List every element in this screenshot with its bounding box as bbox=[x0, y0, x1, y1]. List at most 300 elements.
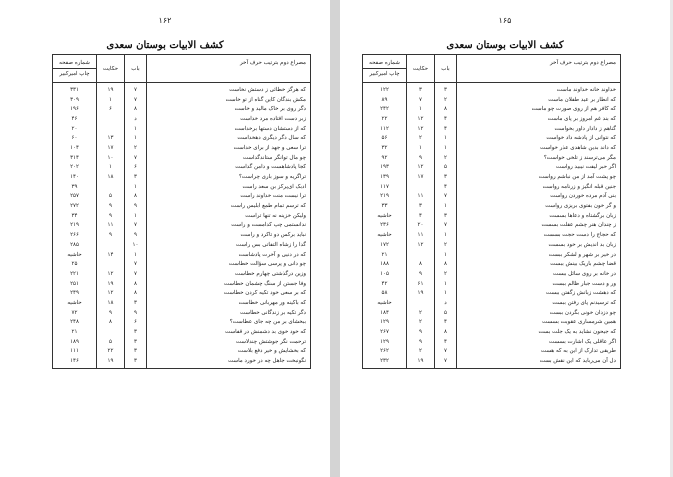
table-row bbox=[53, 201, 311, 211]
chapter-cell: ۱ bbox=[435, 133, 457, 143]
chapter-cell: ۲ bbox=[435, 153, 457, 163]
anecdote-cell: ۱۲ bbox=[97, 269, 125, 279]
anecdote-cell: ۹ bbox=[407, 337, 435, 347]
table-row bbox=[363, 259, 621, 269]
chapter-cell: ۱ bbox=[125, 250, 147, 260]
table-row bbox=[363, 308, 621, 318]
page-cell: ۱۴۶ bbox=[70, 358, 79, 365]
table-row bbox=[363, 163, 621, 173]
hemistich-cell: زبر دست افتاده مرد خداست bbox=[147, 114, 311, 124]
anecdote-cell: ۸ bbox=[407, 259, 435, 269]
table-row bbox=[363, 337, 621, 347]
chapter-cell: ۸ bbox=[435, 259, 457, 269]
table-header bbox=[363, 55, 621, 83]
col-hemistich: مصراع دوم بترتیب حرف آخر bbox=[147, 55, 311, 83]
anecdote-cell: ۹ bbox=[97, 308, 125, 318]
chapter-cell: ۳ bbox=[435, 211, 457, 221]
anecdote-cell: ۹ bbox=[97, 201, 125, 211]
chapter-cell: ۵ bbox=[435, 163, 457, 173]
table-body bbox=[53, 83, 311, 369]
anecdote-cell: ۱۲ bbox=[407, 240, 435, 250]
page-cell: ۲۲ bbox=[381, 115, 388, 122]
hemistich-cell: ور و دست جبار ظالم ببست bbox=[457, 279, 621, 289]
hemistich-cell: چو پشت آمد از من نباشم رواست bbox=[457, 172, 621, 182]
hemistich-cell: مکش بندگان کاین گناه از تو خاست bbox=[147, 95, 311, 105]
page-cell: حاشیه bbox=[377, 299, 392, 306]
page-cell: ۳۱۴ bbox=[70, 154, 79, 161]
hemistich-cell: ترا سعی و جهد از برای خداست bbox=[147, 143, 311, 153]
table-row bbox=[53, 133, 311, 143]
page-cell: ۱۹۶ bbox=[70, 106, 79, 113]
page-cell: ۱۱۷ bbox=[380, 183, 389, 190]
hemistich-cell: زبان برگشتاه و دعاها بسست bbox=[457, 211, 621, 221]
chapter-cell: ۱۰ bbox=[125, 240, 147, 250]
page-cell: حاشیه bbox=[377, 232, 392, 239]
chapter-cell: ۷ bbox=[125, 95, 147, 105]
chapter-cell: ۷ bbox=[435, 221, 457, 231]
table-body bbox=[363, 83, 621, 369]
table-row bbox=[363, 269, 621, 279]
hemistich-cell: که بخشایش و خیر دفع بلاست bbox=[147, 347, 311, 357]
anecdote-cell: ۲ bbox=[407, 133, 435, 143]
anecdote-cell bbox=[97, 182, 125, 192]
anecdote-cell bbox=[407, 250, 435, 260]
anecdote-cell: ۹ bbox=[97, 211, 125, 221]
chapter-cell: ۳ bbox=[125, 298, 147, 308]
hemistich-cell: دگر روی بر خاک مالید و خاست bbox=[147, 104, 311, 114]
hemistich-cell: تراگریه و سوز باری چراست؟ bbox=[147, 172, 311, 182]
hemistich-cell: چو دزدان خونی بگردن ببست bbox=[457, 308, 621, 318]
table-row bbox=[363, 124, 621, 134]
table-row bbox=[363, 250, 621, 260]
chapter-cell: ۹ bbox=[125, 308, 147, 318]
anecdote-cell bbox=[97, 259, 125, 269]
verse-index-table bbox=[52, 54, 311, 369]
table-row bbox=[363, 279, 621, 289]
hemistich-cell: و گر خون بفتوی بریزی رواست bbox=[457, 201, 621, 211]
page-cell: ۴۶ bbox=[71, 115, 78, 122]
table-row bbox=[53, 250, 311, 260]
col-anecdote: حکایت bbox=[407, 55, 435, 83]
hemistich-cell: چو مال توانگر ستاندگداست bbox=[147, 153, 311, 163]
page-cell: ۲۴۹ bbox=[70, 290, 79, 297]
anecdote-cell: ۹ bbox=[407, 327, 435, 337]
page-cell: ۲۱ bbox=[71, 329, 78, 336]
hemistich-cell: همین شرمساری عقوبت بسست bbox=[457, 318, 621, 328]
table-row bbox=[363, 327, 621, 337]
page-cell: ۱۹۳ bbox=[380, 164, 389, 171]
chapter-cell: ۸ bbox=[435, 327, 457, 337]
hemistich-cell: زبان بد اندیش بر خود بسست bbox=[457, 240, 621, 250]
chapter-cell: ۷ bbox=[125, 221, 147, 231]
anecdote-cell bbox=[97, 114, 125, 124]
table-row bbox=[53, 221, 311, 231]
hemistich-cell: کجا پادشاهست و دامن گداست bbox=[147, 163, 311, 173]
chapter-cell: ۹ bbox=[125, 230, 147, 240]
anecdote-cell: ۱۰ bbox=[97, 153, 125, 163]
chapter-cell: ۸ bbox=[125, 192, 147, 202]
page-cell: ۱۲۲ bbox=[380, 86, 389, 93]
table-row bbox=[53, 279, 311, 289]
col-hemistich: مصراع دوم بترتیب حرف آخر bbox=[457, 55, 621, 83]
chapter-cell: ۷ bbox=[435, 347, 457, 357]
anecdote-cell: ۶ bbox=[97, 104, 125, 114]
anecdote-cell: ۹ bbox=[407, 269, 435, 279]
table-row bbox=[53, 356, 311, 368]
anecdote-cell bbox=[97, 327, 125, 337]
hemistich-cell: که خود خوی بد دشمنش در قفاست bbox=[147, 327, 311, 337]
left-page bbox=[0, 0, 330, 477]
page-cell: ۱۱۲ bbox=[380, 125, 389, 132]
page-cell: ۳۴ bbox=[71, 212, 78, 219]
anecdote-cell: ۱ bbox=[97, 163, 125, 173]
page-cell: ۲۵۱ bbox=[70, 280, 79, 287]
page-cell: ۲۱۹ bbox=[70, 222, 79, 229]
page-cell: ۲۴۸ bbox=[70, 319, 79, 326]
hemistich-cell: که انطار بر عید طفلان ماست bbox=[457, 95, 621, 105]
anecdote-cell: ۱۲ bbox=[407, 114, 435, 124]
anecdote-cell: ۱۴ bbox=[97, 250, 125, 260]
hemistich-cell: مگر می‌ترسند ز تلخی خواست؟ bbox=[457, 153, 621, 163]
page-cell: حاشیه bbox=[377, 212, 392, 219]
page-cell: ۲۶۶ bbox=[70, 232, 79, 239]
table-row bbox=[363, 230, 621, 240]
table-row bbox=[363, 318, 621, 328]
anecdote-cell: ۲ bbox=[407, 308, 435, 318]
table-row bbox=[363, 201, 621, 211]
table-row bbox=[363, 221, 621, 231]
table-row bbox=[53, 95, 311, 105]
hemistich-cell: خداوند خانه خداوند ماست bbox=[457, 83, 621, 95]
table-row bbox=[363, 288, 621, 298]
page-cell: ۳۹ bbox=[71, 183, 78, 190]
hemistich-cell: نباید برکس دو تاکرد و راست bbox=[147, 230, 311, 240]
table-row bbox=[363, 83, 621, 95]
hemistich-cell: در خانه بر روی سائل ببست bbox=[457, 269, 621, 279]
page-cell: ۳۳ bbox=[381, 203, 388, 210]
table-row bbox=[53, 337, 311, 347]
hemistich-cell: وزین درگذشتی چهارم خطاست bbox=[147, 269, 311, 279]
page-cell: ۲۰ bbox=[71, 125, 78, 132]
table-row bbox=[53, 83, 311, 95]
table-row bbox=[53, 259, 311, 269]
hemistich-cell: که کافر هم از روی صورت چو ماست bbox=[457, 104, 621, 114]
hemistich-cell: وفا جستن از سنگ چشمان خطاست bbox=[147, 279, 311, 289]
page-cell: ۱۲۹ bbox=[380, 319, 389, 326]
hemistich-cell: دل آن می‌رباید که این نقش بست bbox=[457, 356, 621, 368]
table-row bbox=[363, 182, 621, 192]
chapter-cell: ۳ bbox=[125, 347, 147, 357]
anecdote-cell: ۱۲ bbox=[407, 163, 435, 173]
hemistich-cell: قضا چشم باریک بینش ببست bbox=[457, 259, 621, 269]
page-cell: ۱۸۸ bbox=[380, 261, 389, 268]
page-cell: ۳۰۹ bbox=[70, 96, 79, 103]
page-number: ۱۶۵ bbox=[498, 16, 512, 25]
chapter-cell: ۸ bbox=[435, 104, 457, 114]
page-gutter bbox=[330, 0, 340, 477]
chapter-cell: ۱ bbox=[435, 250, 457, 260]
anecdote-cell: ۱۲ bbox=[407, 124, 435, 134]
page-cell: ۵۶ bbox=[381, 135, 388, 142]
hemistich-cell: در خیر بر شهر و لشکر ببست bbox=[457, 250, 621, 260]
chapter-cell: ۷ bbox=[435, 192, 457, 202]
chapter-cell: د bbox=[435, 298, 457, 308]
page-cell: ۱۷۲ bbox=[380, 241, 389, 248]
table-row bbox=[363, 95, 621, 105]
page-cell: ۱۰۴ bbox=[70, 144, 79, 151]
anecdote-cell: ۴ bbox=[407, 211, 435, 221]
page-cell: ۱۱۱ bbox=[70, 348, 79, 355]
page-cell: ۲۳۲ bbox=[380, 358, 389, 365]
col-anecdote: حکایت bbox=[97, 55, 125, 83]
table-row bbox=[53, 163, 311, 173]
anecdote-cell bbox=[97, 124, 125, 134]
anecdote-cell: ۲ bbox=[407, 347, 435, 357]
hemistich-cell: گناهم ز دادار داور بخواست bbox=[457, 124, 621, 134]
chapter-cell: ۳ bbox=[435, 172, 457, 182]
hemistich-cell: جنین قبله انگیز و زرنامه رواست bbox=[457, 182, 621, 192]
chapter-cell: ۴ bbox=[435, 337, 457, 347]
page-cell: ۱۳۹ bbox=[380, 174, 389, 181]
table-row bbox=[53, 327, 311, 337]
chapter-cell: ۲ bbox=[435, 95, 457, 105]
page-cell: ۲۲۱ bbox=[70, 270, 79, 277]
table-row bbox=[53, 104, 311, 114]
col-chapter: باب bbox=[435, 55, 457, 83]
chapter-cell: ۳ bbox=[125, 356, 147, 368]
table-row bbox=[53, 308, 311, 318]
hemistich-cell: که بند غم امروز بر پای ماست bbox=[457, 114, 621, 124]
anecdote-cell: ۳ bbox=[407, 83, 435, 95]
hemistich-cell: که ترسم تمام طمع ابلیس راست bbox=[147, 201, 311, 211]
anecdote-cell: ۲ bbox=[407, 318, 435, 328]
table-row bbox=[363, 114, 621, 124]
table-row bbox=[53, 182, 311, 192]
anecdote-cell bbox=[407, 182, 435, 192]
chapter-cell: ۵ bbox=[435, 308, 457, 318]
anecdote-cell: ۶۱ bbox=[407, 279, 435, 289]
chapter-cell: ۸ bbox=[125, 288, 147, 298]
hemistich-cell: ادبک ای‌پرکز بن سعد راست bbox=[147, 182, 311, 192]
hemistich-cell: گدا را زشاه التفاتی بس راست bbox=[147, 240, 311, 250]
table-row bbox=[53, 143, 311, 153]
hemistich-cell: که باکینه ور مهربانی خطاست bbox=[147, 298, 311, 308]
table-row bbox=[363, 347, 621, 357]
chapter-cell: ۶ bbox=[125, 318, 147, 328]
page-cell: ۲۵۷ bbox=[70, 193, 79, 200]
table-row bbox=[53, 318, 311, 328]
hemistich-cell: ندانستمی چپ کدامست و راست bbox=[147, 221, 311, 231]
table-row bbox=[363, 172, 621, 182]
chapter-cell: ۷ bbox=[125, 269, 147, 279]
chapter-cell: ۳ bbox=[435, 83, 457, 95]
page-cell: ۱۰۵ bbox=[380, 270, 389, 277]
anecdote-cell: ۱۹ bbox=[97, 83, 125, 95]
anecdote-cell: ۱ bbox=[407, 143, 435, 153]
hemistich-cell: که داند بدین شاهدی عذر خواست bbox=[457, 143, 621, 153]
hemistich-cell: ولیکن خزینه نه تنها تراست bbox=[147, 211, 311, 221]
table-row bbox=[363, 211, 621, 221]
anecdote-cell: ۱۱ bbox=[407, 230, 435, 240]
hemistich-cell: اگر عاقلی یک اشارت بسست bbox=[457, 337, 621, 347]
chapter-cell: ۱ bbox=[435, 201, 457, 211]
table-row bbox=[53, 269, 311, 279]
chapter-cell: ۱ bbox=[125, 124, 147, 134]
chapter-cell: ۷ bbox=[125, 259, 147, 269]
page-cell: ۳۲ bbox=[381, 144, 388, 151]
hemistich-cell: که دهشت زبانش زگفتن ببست bbox=[457, 288, 621, 298]
hemistich-cell: که سال دگر دیگری دهخداست bbox=[147, 133, 311, 143]
chapter-cell: ۴ bbox=[435, 318, 457, 328]
page-cell: ۲۸۵ bbox=[70, 241, 79, 248]
chapter-cell: ۲ bbox=[435, 269, 457, 279]
anecdote-cell: ۵ bbox=[97, 337, 125, 347]
right-page bbox=[340, 0, 670, 477]
chapter-cell: ۱ bbox=[435, 230, 457, 240]
hemistich-cell: دگر تکیه بر زندگانی خطاست bbox=[147, 308, 311, 318]
table-row bbox=[363, 356, 621, 368]
anecdote-cell: ۳ bbox=[407, 201, 435, 211]
hemistich-cell: اگر حبر لیفت نیبید رواست bbox=[457, 163, 621, 173]
page-cell: ۲۷۲ bbox=[70, 203, 79, 210]
page-cell: ۹۲ bbox=[381, 154, 388, 161]
hemistich-cell: طریقی تدارک از این به که هست bbox=[457, 347, 621, 357]
hemistich-cell: که نتوانی از پادشه داد خواست bbox=[457, 133, 621, 143]
chapter-cell: ۲ bbox=[435, 240, 457, 250]
table-row bbox=[53, 153, 311, 163]
hemistich-cell: ز چندان هنر چشم عقلت بسست bbox=[457, 221, 621, 231]
anecdote-cell: ۱۲ bbox=[97, 288, 125, 298]
anecdote-cell: ۱۱ bbox=[97, 221, 125, 231]
chapter-cell: ۱ bbox=[435, 279, 457, 289]
chapter-cell: ۱ bbox=[435, 288, 457, 298]
anecdote-cell: ۵ bbox=[97, 192, 125, 202]
col-page bbox=[363, 55, 407, 83]
col-page bbox=[53, 55, 97, 83]
table-header bbox=[53, 55, 311, 83]
col-chapter: باب bbox=[125, 55, 147, 83]
hemistich-cell: که جیحون نشاید به یک جلت بست bbox=[457, 327, 621, 337]
page-cell: حاشیه bbox=[67, 299, 82, 306]
table-row bbox=[53, 114, 311, 124]
col-edition: چاپ امیرکبیر bbox=[53, 68, 96, 77]
page-title: کشف الابیات بوستان سعدی bbox=[446, 40, 564, 51]
page-cell: ۲۳۶ bbox=[380, 222, 389, 229]
chapter-cell: ۸ bbox=[125, 279, 147, 289]
hemistich-cell: که در دنیی و آخرت پادشاست bbox=[147, 250, 311, 260]
chapter-cell: ۱ bbox=[125, 211, 147, 221]
anecdote-cell: ۱۷ bbox=[407, 172, 435, 182]
page-cell: ۱۸۹ bbox=[70, 338, 79, 345]
chapter-cell: ۸ bbox=[125, 104, 147, 114]
table-row bbox=[363, 192, 621, 202]
chapter-cell: ۱ bbox=[435, 143, 457, 153]
table-row bbox=[53, 240, 311, 250]
hemistich-cell: که حجاج را دست حجت بسست bbox=[457, 230, 621, 240]
chapter-cell: ۷ bbox=[125, 83, 147, 95]
chapter-cell: ۲ bbox=[125, 143, 147, 153]
chapter-cell: ۳ bbox=[125, 327, 147, 337]
page-cell: ۸۹ bbox=[381, 96, 388, 103]
table-row bbox=[53, 230, 311, 240]
anecdote-cell: ۷ bbox=[407, 95, 435, 105]
chapter-cell: د bbox=[125, 114, 147, 124]
anecdote-cell: ۱۸ bbox=[97, 298, 125, 308]
chapter-cell: ۴ bbox=[435, 114, 457, 124]
table-row bbox=[363, 143, 621, 153]
anecdote-cell: ۱۹ bbox=[407, 288, 435, 298]
chapter-cell: ۴ bbox=[435, 124, 457, 134]
chapter-cell: ۱ bbox=[125, 133, 147, 143]
page-cell: ۱۸۴ bbox=[380, 309, 389, 316]
hemistich-cell: ببخشای بر من چه جای عطاست؟ bbox=[147, 318, 311, 328]
col-edition: چاپ امیرکبیر bbox=[363, 68, 406, 77]
anecdote-cell: ۱۳ bbox=[97, 133, 125, 143]
chapter-cell: ۱ bbox=[125, 182, 147, 192]
page-title: کشف الابیات بوستان سعدی bbox=[106, 40, 224, 51]
anecdote-cell: ۲۲ bbox=[97, 347, 125, 357]
page-cell: ۲۴۲ bbox=[380, 106, 389, 113]
hemistich-cell: ترا نیست منت خداوند راست bbox=[147, 192, 311, 202]
verse-index-table bbox=[362, 54, 621, 369]
page-cell: ۱۴۰ bbox=[70, 174, 79, 181]
page-cell: ۲۶۲ bbox=[380, 348, 389, 355]
chapter-cell: ۶ bbox=[125, 163, 147, 173]
anecdote-cell: ۹ bbox=[407, 153, 435, 163]
page-cell: ۲۵ bbox=[71, 261, 78, 268]
anecdote-cell bbox=[407, 298, 435, 308]
page-cell: ۲۶۷ bbox=[380, 329, 389, 336]
table-row bbox=[363, 298, 621, 308]
page-cell: ۳۳۱ bbox=[70, 86, 79, 93]
anecdote-cell: ۱۹ bbox=[97, 279, 125, 289]
anecdote-cell: ۱۹ bbox=[407, 356, 435, 368]
page-cell: ۷۲ bbox=[71, 309, 78, 316]
chapter-cell: ۳ bbox=[125, 337, 147, 347]
page-cell: ۱۲۹ bbox=[380, 338, 389, 345]
page-cell: ۲۰۲ bbox=[70, 164, 79, 171]
page-cell: حاشیه bbox=[67, 251, 82, 258]
chapter-cell: ۷ bbox=[125, 153, 147, 163]
table-row bbox=[53, 298, 311, 308]
hemistich-cell: چو دانی و پرسی سؤالت خطاست bbox=[147, 259, 311, 269]
table-row bbox=[53, 172, 311, 182]
hemistich-cell: ترحمت نگر جوشتش چندلاست bbox=[147, 337, 311, 347]
chapter-cell: ۴ bbox=[435, 182, 457, 192]
anecdote-cell: ۱۱ bbox=[407, 192, 435, 202]
page-cell: ۲۱ bbox=[381, 251, 388, 258]
hemistich-cell: بنی آدم مرده خوردن رواست bbox=[457, 192, 621, 202]
page-cell: ۴۲ bbox=[381, 280, 388, 287]
table-row bbox=[363, 104, 621, 114]
page-cell: ۲۱۹ bbox=[380, 193, 389, 200]
table-row bbox=[53, 347, 311, 357]
hemistich-cell: که بر سعی خود تکیه کردن خطاست bbox=[147, 288, 311, 298]
page-number: ۱۶۲ bbox=[158, 16, 172, 25]
table-row bbox=[53, 211, 311, 221]
hemistich-cell: که ترسیدنم پای رفتن ببست bbox=[457, 298, 621, 308]
anecdote-cell: ۸ bbox=[97, 318, 125, 328]
chapter-cell: ۷ bbox=[435, 356, 457, 368]
anecdote-cell: ۱۷ bbox=[97, 143, 125, 153]
table-row bbox=[363, 153, 621, 163]
anecdote-cell: ۹ bbox=[97, 230, 125, 240]
anecdote-cell: ۱۹ bbox=[97, 356, 125, 368]
col-page-number: شماره صفحه bbox=[59, 60, 90, 66]
chapter-cell: ۳ bbox=[125, 172, 147, 182]
table-row bbox=[53, 192, 311, 202]
table-row bbox=[53, 124, 311, 134]
